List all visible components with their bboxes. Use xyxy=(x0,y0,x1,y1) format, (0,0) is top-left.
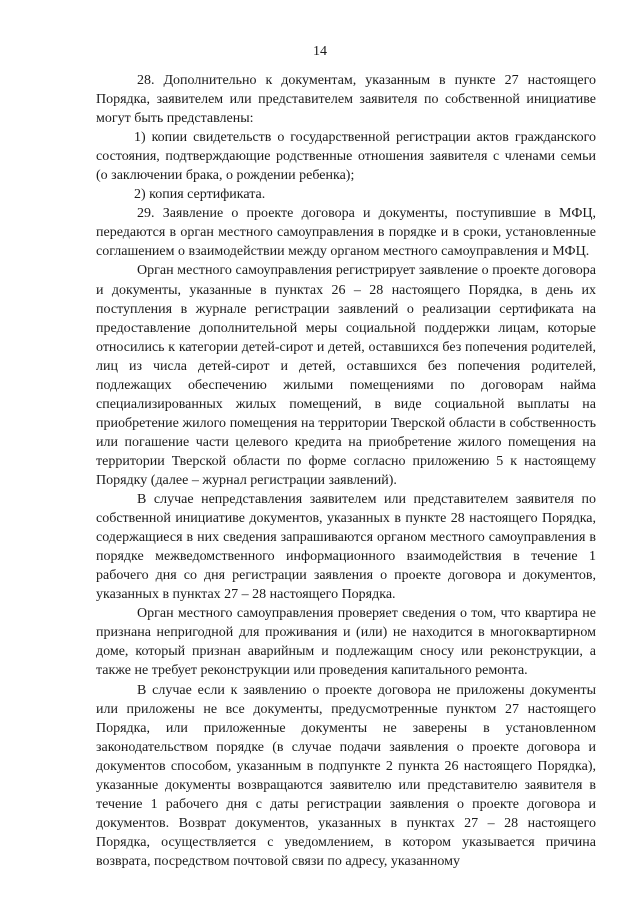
paragraph-28: 28. Дополнительно к документам, указанным в пункте 27 настоящего Порядка, заявителем или представителем заявителя по собственной инициативе могут быть представлены: xyxy=(96,73,596,127)
paragraph-nonsubmission: В случае непредставления заявителем или представителем заявителя по собственной инициативе документов, указанных в пункте 28 настоящего Порядка, содержащиеся в них сведения запрашиваются органом местного самоуправления в порядке межведомственного информационного взаимодействия в течение 1 рабочего дня со дня регистрации заявления о проекте договора и документов, указанных в пунктах 27 – 28 настоящего Порядка. xyxy=(96,492,596,603)
paragraph-29: 29. Заявление о проекте договора и документы, поступившие в МФЦ, передаются в орган местного самоуправления в порядке и в сроки, установленные соглашением о взаимодействии между органом местного самоуправления и МФЦ. xyxy=(96,206,596,260)
paragraph-registration: Орган местного самоуправления регистрирует заявление о проекте договора и документы, указанные в пунктах 26 – 28 настоящего Порядка, в день их поступления в журнале регистрации заявлений о реализации сертификата на предоставление дополнительной меры социальной поддержки лицам, которые относились к категории детей-сирот и детей, оставшихся без попечения родителей, лиц из числа детей-сирот и детей, оставшихся без попечения родителей, подлежащих обеспечению жилыми помещениями по договорам найма специализированных жилых помещений, в виде социальной выплаты на приобретение жилого помещения на территории Тверской области в собственность или погашение части целевого кредита на приобретение жилого помещения на территории Тверской области по форме согласно приложению 5 к настоящему Порядку (далее – журнал регистрации заявлений). xyxy=(96,263,596,488)
paragraph-28-item-1: 1) копии свидетельств о государственной регистрации актов гражданского состояния, подтверждающие родственные отношения заявителя с членами семьи (о заключении брака, о рождении ребенка); xyxy=(96,130,596,184)
paragraph-return: В случае если к заявлению о проекте договора не приложены документы или приложены не все документы, предусмотренные пунктом 27 настоящего Порядка, или приложенные документы не заверены в установленном законодательством порядке (в случае подачи заявления о проекте договора и документов способом, указанным в подпункте 2 пункта 26 настоящего Порядка), указанные документы возвращаются заявителю или представителю заявителя в течение 1 рабочего дня с даты регистрации заявления о проекте договора и документов. Возврат документов, указанных в пунктах 27 – 28 настоящего Порядка, осуществляется с уведомлением, в котором указывается причина возврата, посредством почтовой связи по адресу, указанному xyxy=(96,682,596,869)
page-number: 14 xyxy=(313,44,327,59)
paragraph-28-item-2: 2) копия сертификата. xyxy=(134,187,266,203)
paragraph-verification: Орган местного самоуправления проверяет сведения о том, что квартира не признана непригодной для проживания и (или) не находится в многоквартирном доме, который признан аварийным и подлежащим сносу или реконструкции, а также не требует реконструкции или проведения капитального ремонта. xyxy=(96,606,596,679)
document-body xyxy=(96,71,596,871)
